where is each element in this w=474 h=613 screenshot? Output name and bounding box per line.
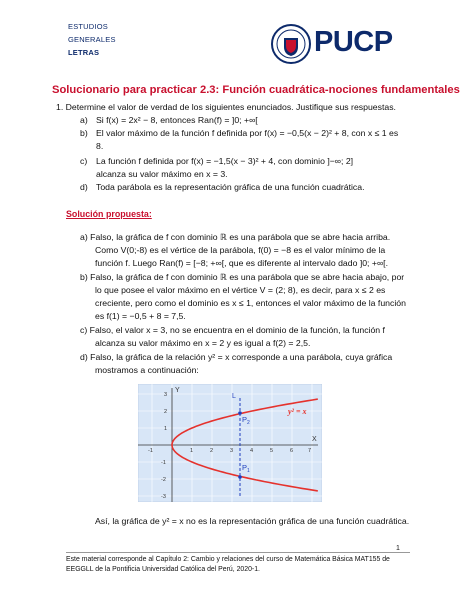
question-item-d: Toda parábola es la representación gráfica de una función cuadrática. (96, 182, 365, 192)
solution-line-4: b) Falso, la gráfica de f con dominio ℝ es una parábola que se abre hacia abajo, por (80, 272, 405, 282)
solution-line-5: lo que posee el valor máximo en el vértice V = (2; 8), es decir, para x ≤ 2 es (95, 285, 386, 295)
question-item-d-label: d) (80, 182, 88, 192)
y-axis-label: Y (175, 387, 180, 394)
x-tick-label: -1 (148, 448, 153, 454)
curve-label: y² = x (288, 407, 307, 416)
pucp-logo: PUCP (314, 26, 393, 58)
x-tick-label: 1 (190, 448, 194, 454)
question-intro: 1. Determine el valor de verdad de los siguientes enunciados. Justifique sus respuestas. (56, 102, 396, 112)
solution-line-8: c) Falso, el valor x = 3, no se encuentra en el dominio de la función, la función f (80, 325, 385, 335)
x-tick-label: 4 (250, 448, 254, 454)
solution-line-1: a) Falso, la gráfica de f con dominio ℝ es una parábola que se abre hacia arriba. (80, 232, 391, 242)
x-tick-label: 5 (270, 448, 274, 454)
y-tick-label: -3 (161, 494, 166, 500)
p1-label: $P_1$ (242, 463, 250, 474)
y-tick-label: 2 (164, 409, 168, 415)
solution-heading: Solución propuesta: (66, 209, 152, 219)
point-p1 (238, 475, 242, 479)
footer-divider (66, 552, 410, 553)
solution-line-6: creciente, pero como el dominio es x ≤ 1, entonces el valor máximo de la función (95, 298, 406, 308)
question-item-c: La función f definida por f(x) = −1,5(x − 3)² + 4, con dominio ]−∞; 2] (96, 156, 354, 166)
y-tick-label: -1 (161, 460, 166, 466)
y-tick-label: 3 (164, 392, 168, 398)
y-tick-label: -2 (161, 477, 166, 483)
question-item-a: Si f(x) = 2x² − 8, entonces Ran(f) = ]0; +∞[ (96, 115, 258, 125)
conclusion-text: Así, la gráfica de y² = x no es la representación gráfica de una función cuadrática. (95, 516, 410, 526)
parabola-graph (138, 384, 322, 502)
line-L-label: L (232, 393, 236, 400)
question-item-a-label: a) (80, 115, 88, 125)
solution-line-2: Como V(0;-8) es el vértice de la parábola, f(0) = −8 es el valor mínimo de la (95, 245, 386, 255)
question-item-b-label: b) (80, 128, 88, 138)
document-title: Solucionario para practicar 2.3: Función cuadrática-nociones fundamentales (52, 84, 460, 96)
solution-line-10: d) Falso, la gráfica de la relación y² = x corresponde a una parábola, cuya gráfica (80, 352, 393, 362)
page-number: 1 (396, 545, 400, 552)
header-line-2: GENERALES (68, 35, 116, 44)
question-item-c-cont: alcanza su valor máximo en x = 3. (96, 169, 228, 179)
header-line-3: LETRAS (68, 48, 100, 57)
solution-line-11: mostramos a continuación: (95, 365, 199, 375)
y-tick-label: 1 (164, 426, 168, 432)
question-item-b-cont: 8. (96, 141, 104, 151)
x-tick-label: 3 (230, 448, 234, 454)
institution-header (68, 20, 116, 59)
university-seal-logo (271, 24, 311, 64)
question-item-c-label: c) (80, 156, 88, 166)
footer-note (66, 555, 390, 575)
question-item-b: El valor máximo de la función f definida por f(x) = −0,5(x − 2)² + 8, con x ≤ 1 es (96, 128, 399, 138)
footer-line-2: EEGGLL de la Pontificia Universidad Católica del Perú, 2020-1. (66, 566, 260, 573)
p2-label: $P_2$ (242, 415, 250, 426)
x-tick-label: 7 (308, 448, 312, 454)
graph-background (138, 384, 322, 502)
footer-line-1: Este material corresponde al Capítulo 2: Cambio y relaciones del curso de Matemática Básica MAT155 de (66, 556, 390, 563)
x-tick-label: 6 (290, 448, 294, 454)
header-line-1: ESTUDIOS (68, 22, 108, 31)
solution-line-3: función f. Luego Ran(f) = [−8; +∞[, que es diferente al intervalo dado ]0; +∞[. (95, 258, 388, 268)
x-tick-label: 2 (210, 448, 214, 454)
x-axis-label: X (312, 436, 317, 443)
solution-line-7: es f(1) = −0,5 + 8 = 7,5. (95, 311, 186, 321)
solution-line-9: alcanza su valor máximo en x = 2 y es igual a f(2) = 2,5. (95, 338, 311, 348)
